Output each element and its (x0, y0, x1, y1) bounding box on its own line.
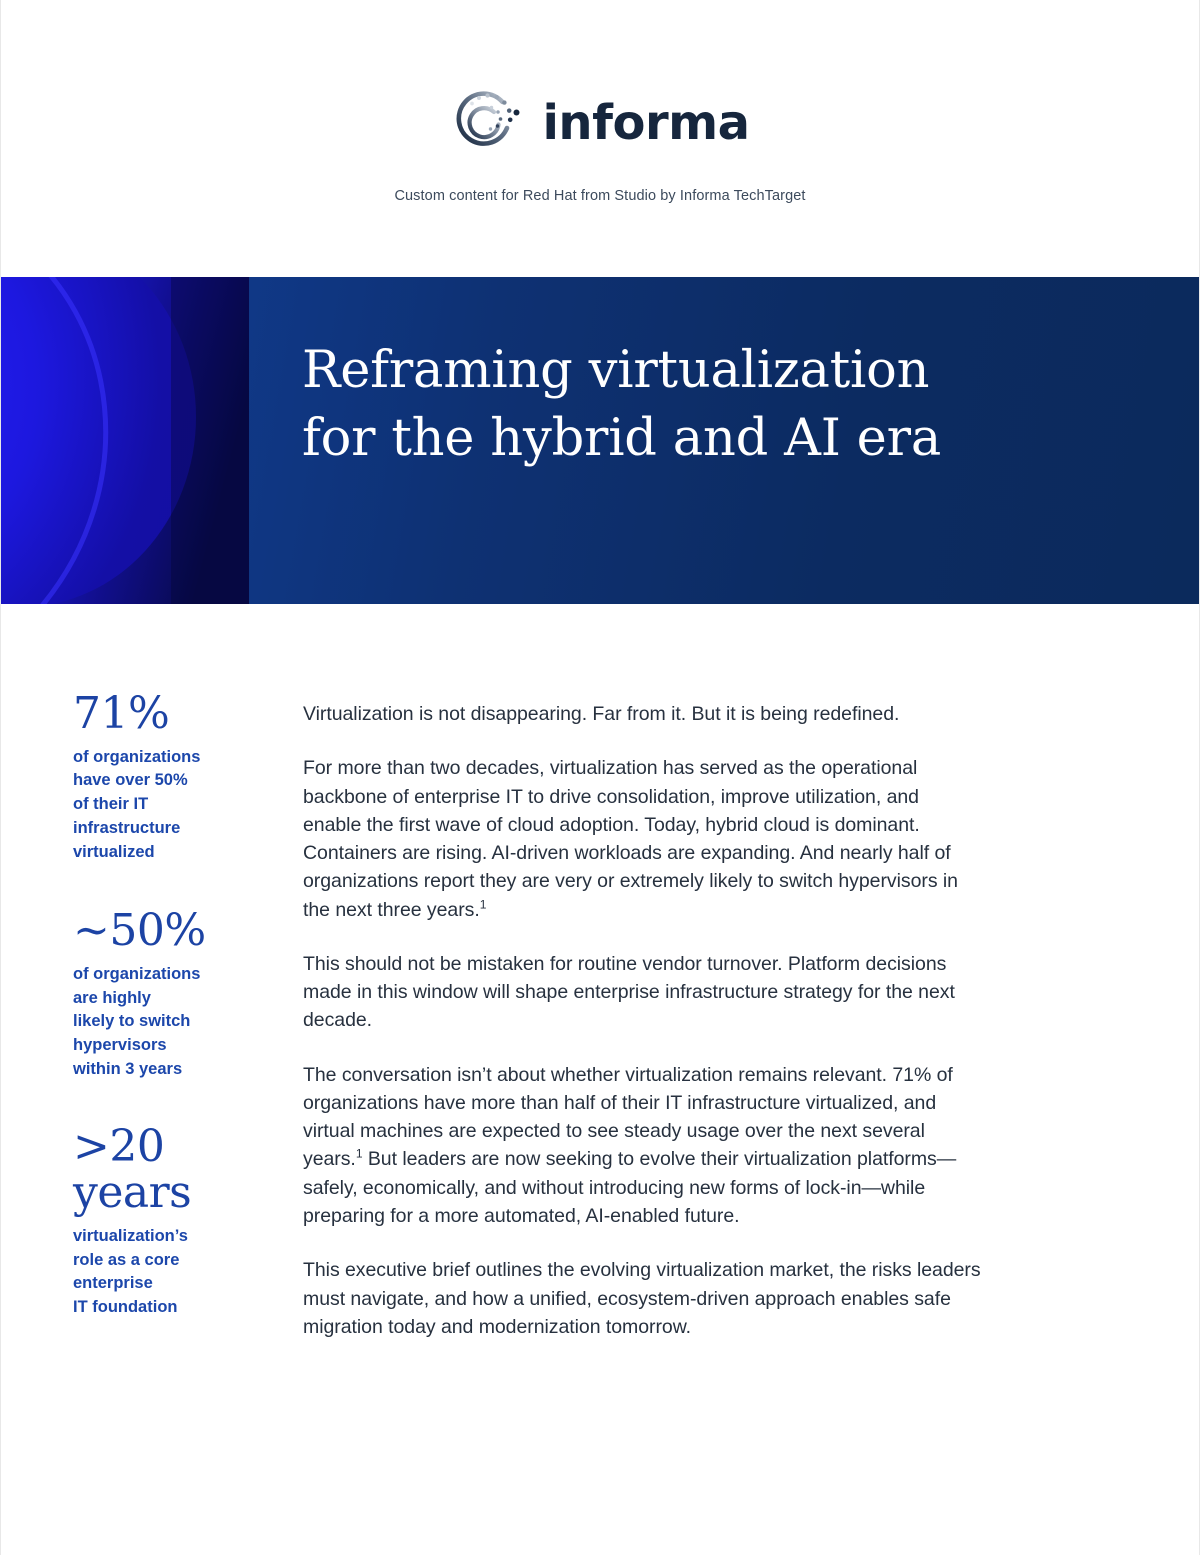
stat-figure: 71% (73, 688, 170, 739)
footnote-marker: 1 (355, 1146, 363, 1161)
stat-label-line: of their IT (73, 795, 149, 814)
stat-label-line: virtualization’s (73, 1226, 188, 1245)
stats-column (1, 604, 233, 1320)
main-content (1, 604, 1199, 1341)
stat-label-line: within 3 years (73, 1060, 183, 1079)
body-paragraph-3: This should not be mistaken for routine vendor turnover. Platform decisions made in this window will shape enterprise infrastructure strategy for the next decade. (303, 952, 955, 1032)
stat-label-line: virtualized (73, 843, 155, 862)
stat-label-line: of organizations (73, 964, 201, 983)
stat-figure-line: >20 (73, 1121, 165, 1173)
radiating-line-pattern-graphic (1, 277, 249, 604)
body-paragraph-2 (303, 754, 981, 924)
document-header (1, 0, 1199, 277)
stat-label-line: are highly (73, 988, 151, 1007)
stat-label-line: likely to switch (73, 1012, 191, 1031)
stat-block-3 (73, 1121, 233, 1320)
stat-label-line: infrastructure (73, 819, 181, 838)
body-paragraph-1: Virtualization is not disappearing. Far from it. But it is being redefined. (303, 703, 900, 725)
body-paragraph-4-part1: The conversation isn’t about whether virtualization remains relevant. 71% of organizations have more than half of their IT infrastructure virtualized, and virtual machines are expected to see steady usage over the next several years. (303, 1063, 953, 1171)
informa-logo (1, 86, 1199, 160)
stat-label-line: have over 50% (73, 771, 188, 790)
stat-label-line: role as a core (73, 1250, 180, 1269)
hero-title-line-2: for the hybrid and AI era (302, 408, 942, 468)
informa-swirl-logo-icon (450, 86, 524, 160)
stat-figure-line: years (73, 1167, 192, 1219)
stat-label (73, 746, 233, 866)
stat-figure (73, 1121, 233, 1219)
stat-label-line: enterprise (73, 1274, 153, 1293)
stat-block-2 (73, 907, 233, 1082)
body-paragraph-5: This executive brief outlines the evolving virtualization market, the risks leaders must navigate, and how a unified, ecosystem-driven approach enables safe migration today and modernization tomorrow. (303, 1259, 981, 1338)
stat-label (73, 1225, 233, 1321)
header-tagline: Custom content for Red Hat from Studio by Informa TechTarget (394, 188, 806, 204)
stat-label-line: of organizations (73, 747, 201, 766)
informa-wordmark: informa (542, 95, 750, 151)
body-column (233, 604, 1199, 1341)
stat-block-1 (73, 690, 233, 865)
body-paragraph-2-text: For more than two decades, virtualization has served as the operational backbone of enterprise IT to drive consolidation, improve utilization, and enable the first wave of cloud adoption. Today, hybrid cloud is dominant. Containers are rising. AI-driven workloads are expanding. And nearly half of organizations report they are very or extremely likely to switch hypervisors in the next three years. (303, 757, 958, 921)
body-paragraph-4-part2: But leaders are now seeking to evolve their virtualization platforms—safely, economically, and without introducing new forms of lock-in—while preparing for a more automated, AI-enabled future. (303, 1148, 957, 1227)
stat-label-line: hypervisors (73, 1036, 167, 1055)
stat-label (73, 963, 233, 1083)
hero-title (302, 337, 1002, 473)
footnote-marker: 1 (479, 897, 487, 912)
hero-title-line-1: Reframing virtualization (302, 341, 930, 400)
hero-banner (1, 277, 1199, 604)
stat-figure: ~50% (73, 905, 206, 957)
stat-label-line: IT foundation (73, 1298, 178, 1317)
body-paragraph-4 (303, 1061, 981, 1231)
